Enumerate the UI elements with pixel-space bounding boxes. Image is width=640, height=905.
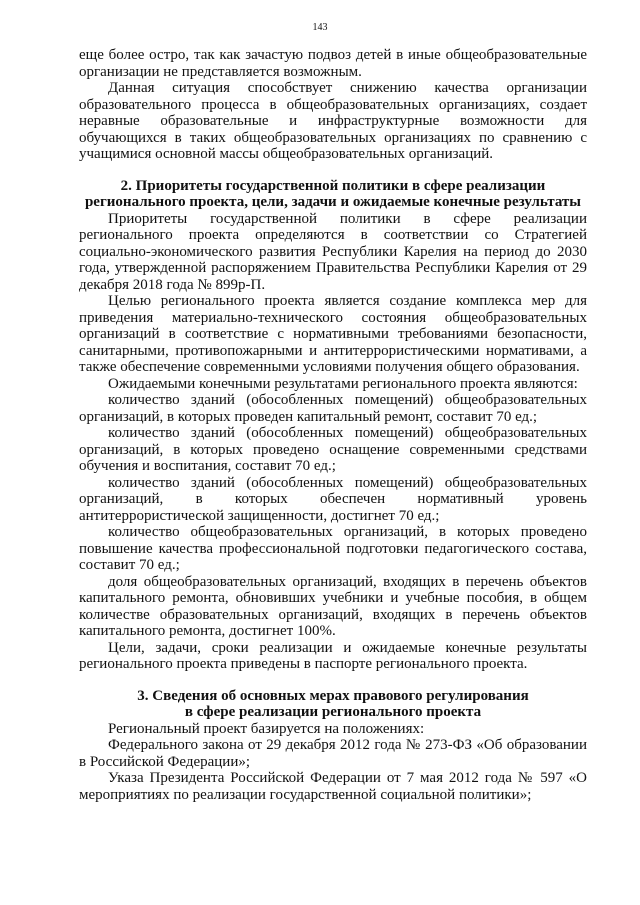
list-item: количество зданий (обособленных помещений) общеобразовательных организаций, в которых проведено оснащение современными средствами обучения и воспитания, составит 70 ед.; (79, 425, 587, 474)
heading-line: в сфере реализации регионального проекта (184, 704, 482, 720)
heading-line: 2. Приоритеты государственной политики в сфере реализации (120, 177, 546, 194)
list-item: количество общеобразовательных организаций, в которых проведено повышение качества профессиональной подготовки педагогического состава, составит 70 ед.; (79, 524, 587, 573)
paragraph: Целью регионального проекта является создание комплекса мер для приведения материально-технического состояния общеобразовательных организаций в соответствие с нормативными требованиями безопасности, санитарными, противопожарными и антитеррористическими нормативами, а также обеспечение современными условиями получения общего образования. (79, 293, 587, 375)
list-item: количество зданий (обособленных помещений) общеобразовательных организаций, в которых проведен капитальный ремонт, составит 70 ед.; (79, 392, 587, 425)
paragraph: Данная ситуация способствует снижению качества организации образовательного процесса в общеобразовательных организациях, создает неравные образовательные и инфраструктурные возможности для обучающихся в таких общеобразовательных организациях по сравнению с учащимися основной массы общеобразовательных организаций. (79, 80, 587, 162)
document-body (79, 47, 587, 803)
page-number: 143 (312, 22, 328, 33)
list-item: количество зданий (обособленных помещений) общеобразовательных организаций, в которых обеспечен нормативный уровень антитеррористической защищенности, достигнет 70 ед.; (79, 474, 587, 524)
paragraph: еще более остро, так как зачастую подвоз детей в иные общеобразовательные организации не представляется возможным. (79, 47, 587, 80)
section-2-heading (79, 178, 587, 211)
paragraph: Ожидаемыми конечными результатами регионального проекта являются: (108, 375, 578, 392)
section-3-heading (79, 688, 587, 721)
paragraph: Приоритеты государственной политики в сфере реализации регионального проекта определяются в соответствии со Стратегией социально-экономического развития Республики Карелия на период до 2030 года, утвержденной распоряжением Правительства Республики Карелия от 29 декабря 2018 года № 899р-П. (79, 210, 587, 293)
paragraph: Региональный проект базируется на положениях: (108, 720, 425, 737)
paragraph: Указа Президента Российской Федерации от 7 мая 2012 года № 597 «О мероприятиях по реализации государственной социальной политики»; (79, 770, 587, 803)
paragraph: Федерального закона от 29 декабря 2012 года № 273-ФЗ «Об образовании в Российской Федерации»; (79, 737, 587, 770)
paragraph: Цели, задачи, сроки реализации и ожидаемые конечные результаты регионального проекта приведены в паспорте регионального проекта. (79, 639, 587, 672)
heading-line: регионального проекта, цели, задачи и ожидаемые конечные результаты (84, 194, 582, 210)
heading-line: 3. Сведения об основных мерах правового регулирования (137, 687, 529, 704)
list-item: доля общеобразовательных организаций, входящих в перечень объектов капитального ремонта, обновивших учебники и учебные пособия, в общем количестве образовательных организаций, входящих в перечень объектов капитального ремонта, достигнет 100%. (79, 573, 587, 639)
